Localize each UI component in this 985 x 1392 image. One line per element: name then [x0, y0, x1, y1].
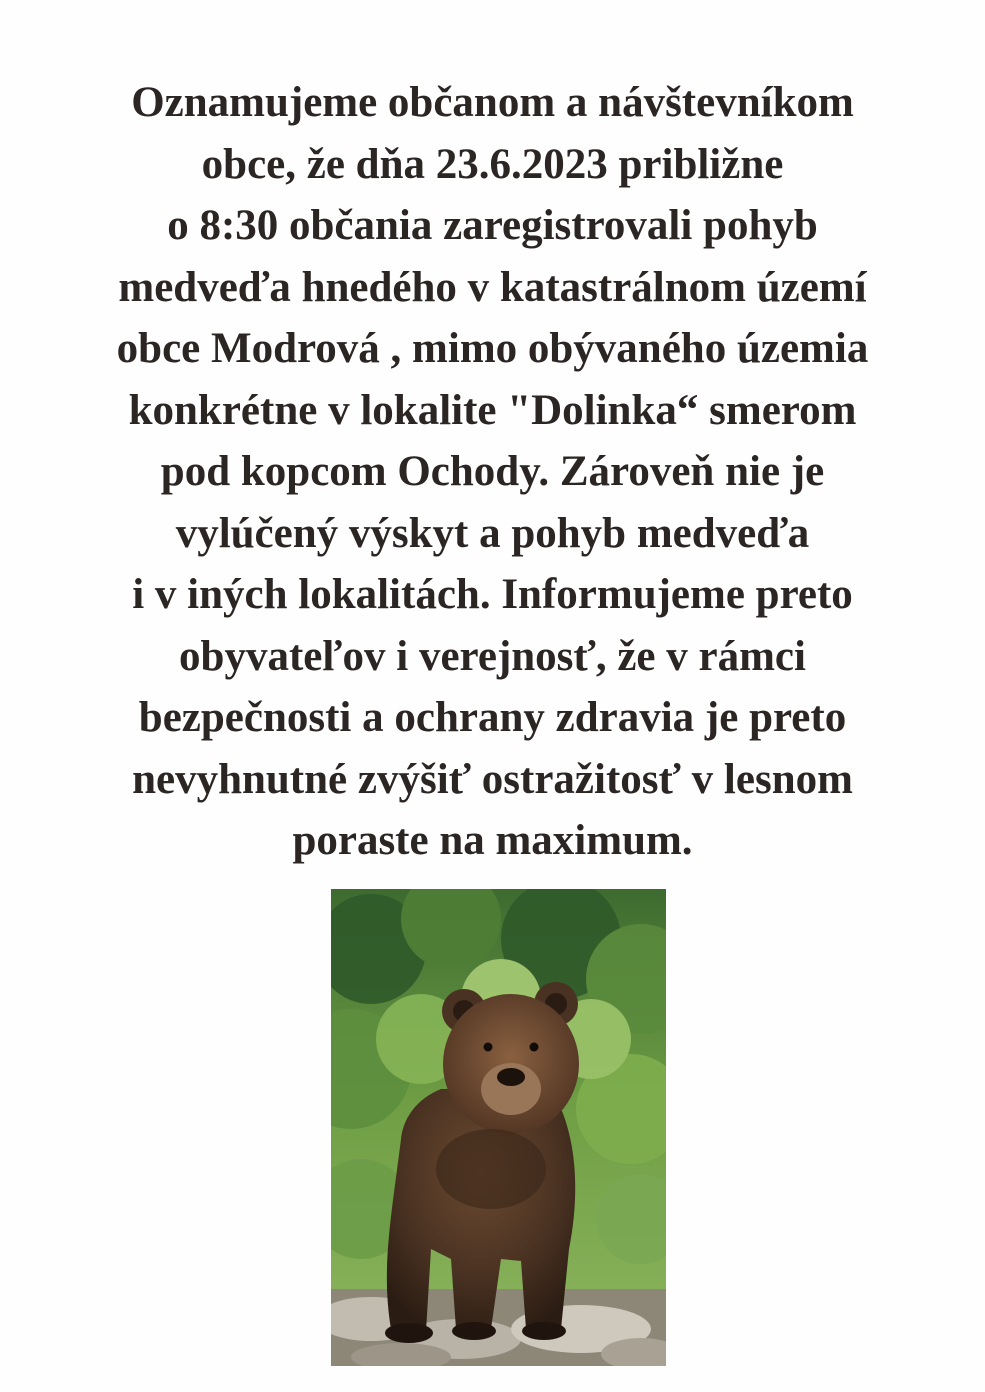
- notice-line: o 8:30 občania zaregistrovali pohyb: [167, 202, 818, 249]
- notice-line: vylúčený výskyt a pohyb medveďa: [175, 509, 810, 557]
- notice-line: bezpečnosti a ochrany zdravia je preto: [138, 694, 847, 741]
- notice-line: obce Modrová , mimo obývaného územia: [116, 325, 869, 372]
- notice-line: Oznamujeme občanom a návštevníkom: [131, 79, 854, 126]
- notice-line: pod kopcom Ochody. Zároveň nie je: [160, 448, 825, 495]
- notice-line: poraste na maximum.: [292, 817, 693, 864]
- notice-line: obce, že dňa 23.6.2023 približne: [201, 140, 784, 188]
- notice-line: konkrétne v lokalite "Dolinka“ smerom: [128, 386, 857, 434]
- rocks: [331, 1289, 666, 1366]
- notice-line: medveďa hnedého v katastrálnom území: [118, 263, 867, 311]
- bear-illustration: [331, 889, 666, 1366]
- notice-line: obyvateľov i verejnosť, že v rámci: [179, 632, 806, 680]
- notice-line: nevyhnutné zvýšiť ostražitosť v lesnom: [132, 755, 853, 803]
- notice-line: i v iných lokalitách. Informujeme preto: [132, 571, 853, 618]
- notice-text: [40, 72, 945, 872]
- bear-photo: [331, 889, 666, 1366]
